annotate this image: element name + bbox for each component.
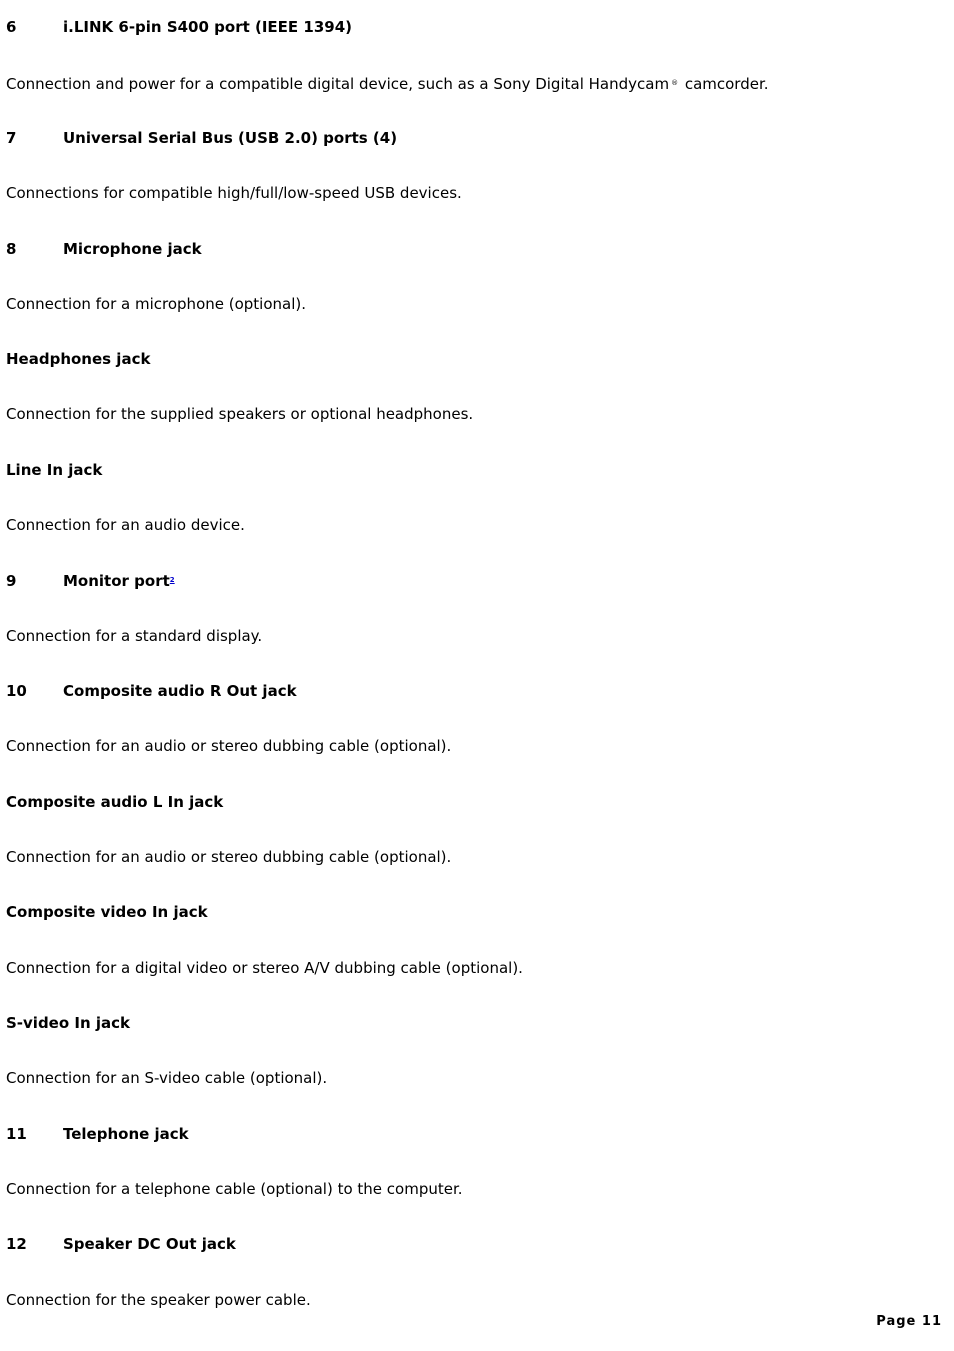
entry-title: Composite audio L In jack xyxy=(6,793,224,811)
footnote-link[interactable]: 2 xyxy=(169,576,175,584)
entry-number: 12 xyxy=(6,1235,27,1253)
entry-title: Universal Serial Bus (USB 2.0) ports (4) xyxy=(63,129,398,147)
entry-title: Telephone jack xyxy=(63,1125,189,1143)
entry-heading xyxy=(6,569,175,591)
entry-title: Composite video In jack xyxy=(6,903,208,921)
entry-heading xyxy=(6,459,102,481)
entry-title: Speaker DC Out jack xyxy=(63,1235,236,1253)
entry-title: Monitor port xyxy=(63,572,170,590)
entry-heading xyxy=(6,127,397,149)
entry-heading xyxy=(6,348,150,370)
entry-description: Connection for an S-video cable (optional). xyxy=(6,1069,328,1087)
entry-number: 7 xyxy=(6,129,17,147)
entry-description: Connection for an audio device. xyxy=(6,516,245,534)
entry-heading xyxy=(6,1123,189,1145)
entry-description: Connection for an audio or stereo dubbing cable (optional). xyxy=(6,848,452,866)
entry-heading xyxy=(6,1233,236,1255)
description-text-end: camcorder. xyxy=(680,75,769,93)
entry-number: 11 xyxy=(6,1125,27,1143)
description-text: Connection and power for a compatible digital device, such as a Sony Digital Handycam xyxy=(6,75,670,93)
entry-title: Headphones jack xyxy=(6,350,151,368)
entry-heading xyxy=(6,1012,130,1034)
entry-description: Connections for compatible high/full/low-speed USB devices. xyxy=(6,184,462,202)
entry-title: Line In jack xyxy=(6,461,103,479)
entry-title: S-video In jack xyxy=(6,1014,130,1032)
entry-description: Connection for a telephone cable (optional) to the computer. xyxy=(6,1180,463,1198)
entry-description: Connection for the speaker power cable. xyxy=(6,1291,311,1309)
entry-title: Microphone jack xyxy=(63,240,202,258)
entry-description: Connection for a standard display. xyxy=(6,627,263,645)
entry-heading xyxy=(6,791,223,813)
entry-heading xyxy=(6,680,297,702)
entry-heading xyxy=(6,238,202,260)
registered-mark: ® xyxy=(671,79,679,87)
entry-description: Connection for the supplied speakers or optional headphones. xyxy=(6,405,474,423)
entry-title: Composite audio R Out jack xyxy=(63,682,297,700)
entry-number: 10 xyxy=(6,682,27,700)
entry-number: 6 xyxy=(6,18,17,36)
entry-title: i.LINK 6-pin S400 port (IEEE 1394) xyxy=(63,18,352,36)
page-number: Page 11 xyxy=(876,1314,942,1329)
entry-heading xyxy=(6,901,208,923)
entry-description xyxy=(6,72,769,94)
entry-description: Connection for a digital video or stereo A/V dubbing cable (optional). xyxy=(6,959,523,977)
entry-heading xyxy=(6,16,352,38)
entry-description: Connection for an audio or stereo dubbing cable (optional). xyxy=(6,737,452,755)
entry-number: 9 xyxy=(6,572,17,590)
entry-description: Connection for a microphone (optional). xyxy=(6,295,307,313)
entry-number: 8 xyxy=(6,240,17,258)
